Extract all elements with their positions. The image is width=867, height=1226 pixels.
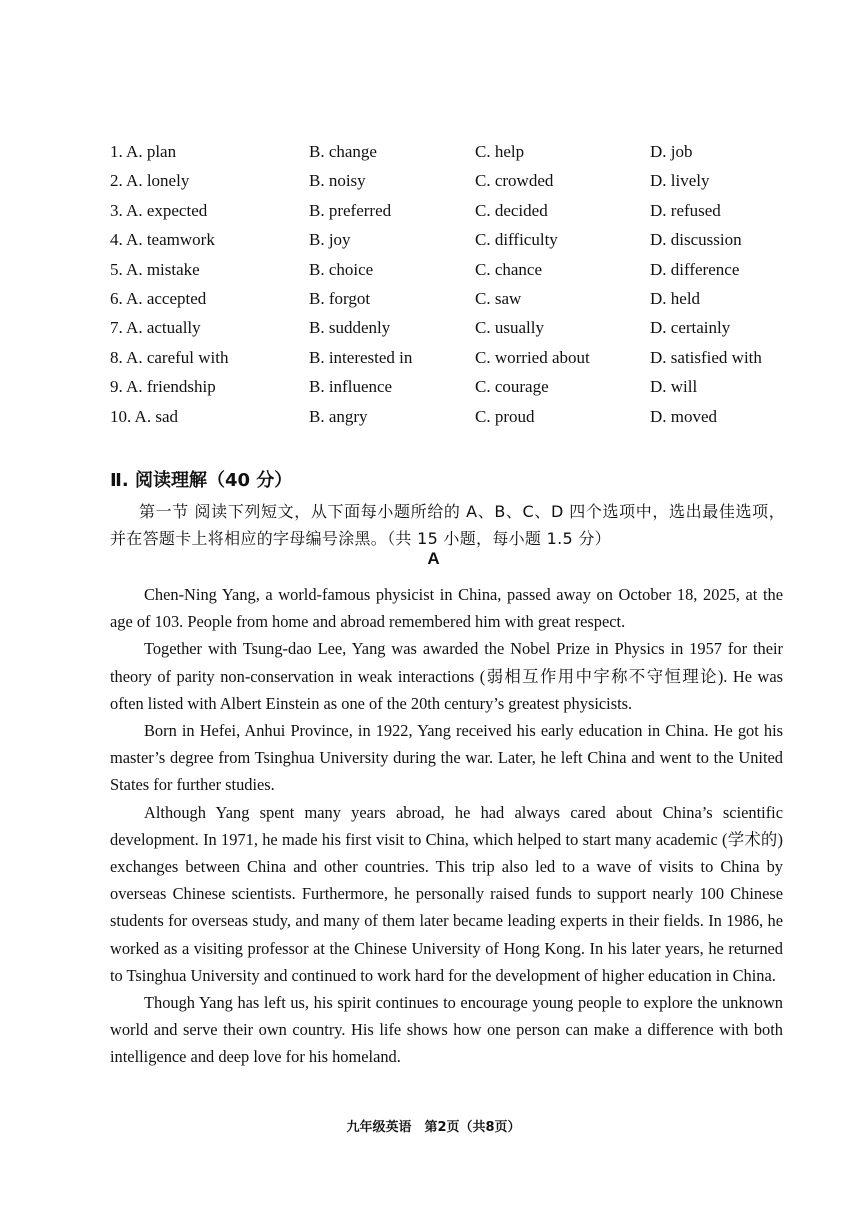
option-choice: D. difference [650, 259, 740, 279]
option-choice: 2. A. lonely [110, 171, 190, 191]
option-choice: 7. A. actually [110, 318, 201, 338]
option-row [110, 316, 790, 345]
option-row [110, 405, 790, 434]
passage-paragraph: Though Yang has left us, his spirit continues to encourage young people to explore the unknown world and serve their own country. His life shows how one person can make a difference with both intelligence and deep love for his homeland. [110, 993, 783, 1067]
option-choice: B. suddenly [309, 318, 391, 338]
option-choice: 3. A. expected [110, 200, 208, 220]
option-choice: C. crowded [475, 171, 554, 191]
option-choice: C. proud [475, 406, 535, 426]
option-choice: C. worried about [475, 347, 590, 367]
option-row [110, 287, 790, 316]
passage-paragraph: Chen-Ning Yang, a world-famous physicist in China, passed away on October 18, 2025, at the age of 103. People from home and abroad remembered him with great respect. [110, 585, 783, 632]
option-row [110, 258, 790, 287]
option-row [110, 346, 790, 375]
option-choice: C. saw [475, 288, 522, 308]
page-footer: 九年级英语 第2页（共8页） [346, 1120, 521, 1135]
reading-passage [110, 581, 783, 1071]
option-choice: 1. A. plan [110, 142, 177, 161]
passage-label: A [427, 549, 440, 568]
section-instructions: 第一节 阅读下列短文，从下面每小题所给的 A、B、C、D 四个选项中，选出最佳选项，并在答题卡上将相应的字母编号涂黑。（共 15 小题，每小题 1.5 分） [110, 502, 785, 548]
passage-paragraph: Together with Tsung-dao Lee, Yang was awarded the Nobel Prize in Physics in 1957 for their theory of parity non-conservation in weak interactions (弱相互作用中宇称不守恒理论). He was often listed with Albert Einstein as one of the 20th century’s greatest physicists. [110, 639, 783, 713]
option-choice: C. difficulty [475, 230, 558, 250]
option-choice: D. satisfied with [650, 347, 762, 367]
option-choice: D. certainly [650, 318, 731, 338]
section-title: Ⅱ. 阅读理解（40 分） [110, 470, 293, 491]
option-choice: 9. A. friendship [110, 377, 216, 397]
option-choice: B. preferred [309, 200, 392, 220]
option-row [110, 199, 790, 228]
option-choice: C. decided [475, 200, 548, 220]
option-choice: B. change [309, 142, 377, 161]
option-row [110, 228, 790, 257]
option-choice: B. joy [309, 230, 351, 250]
option-choice: D. lively [650, 171, 710, 191]
option-choice: 8. A. careful with [110, 347, 229, 367]
option-choice: D. discussion [650, 230, 742, 250]
passage-paragraph: Although Yang spent many years abroad, he had always cared about China’s scientific development. In 1971, he made his first visit to China, which helped to start many academic (学术的) exchanges between China and other countries. This trip also led to a wave of visits to China by overseas Chinese scientists. Furthermore, he personally raised funds to support nearly 100 Chinese students for overseas study, and many of them later became leading experts in their fields. In 1986, he worked as a visiting professor at the Chinese University of Hong Kong. In his later years, he returned to Tsinghua University and continued to work hard for the development of higher education in China. [110, 802, 783, 985]
option-choice: B. angry [309, 406, 368, 426]
option-choice: D. will [650, 377, 698, 397]
option-choice: C. chance [475, 259, 543, 279]
option-choice: B. forgot [309, 288, 371, 308]
option-choice: 6. A. accepted [110, 288, 207, 308]
option-choice: D. held [650, 288, 701, 308]
option-choice: C. courage [475, 377, 549, 397]
option-choice: B. interested in [309, 347, 413, 367]
option-choice: D. moved [650, 406, 718, 426]
option-choice: 4. A. teamwork [110, 230, 215, 250]
option-choice: C. help [475, 142, 525, 161]
option-row [110, 140, 790, 169]
option-choice: D. refused [650, 200, 721, 220]
option-choice: D. job [650, 142, 693, 161]
option-row [110, 375, 790, 404]
option-choice: B. choice [309, 259, 374, 279]
option-choice: B. influence [309, 377, 393, 397]
option-choice: C. usually [475, 318, 544, 338]
option-choice: 10. A. sad [110, 406, 178, 426]
option-row [110, 169, 790, 198]
answer-options-table [110, 140, 790, 434]
option-choice: B. noisy [309, 171, 366, 191]
passage-paragraph: Born in Hefei, Anhui Province, in 1922, Yang received his early education in China. He got his master’s degree from Tsinghua University during the war. Later, he left China and went to the United States for further studies. [110, 721, 783, 795]
option-choice: 5. A. mistake [110, 259, 200, 279]
